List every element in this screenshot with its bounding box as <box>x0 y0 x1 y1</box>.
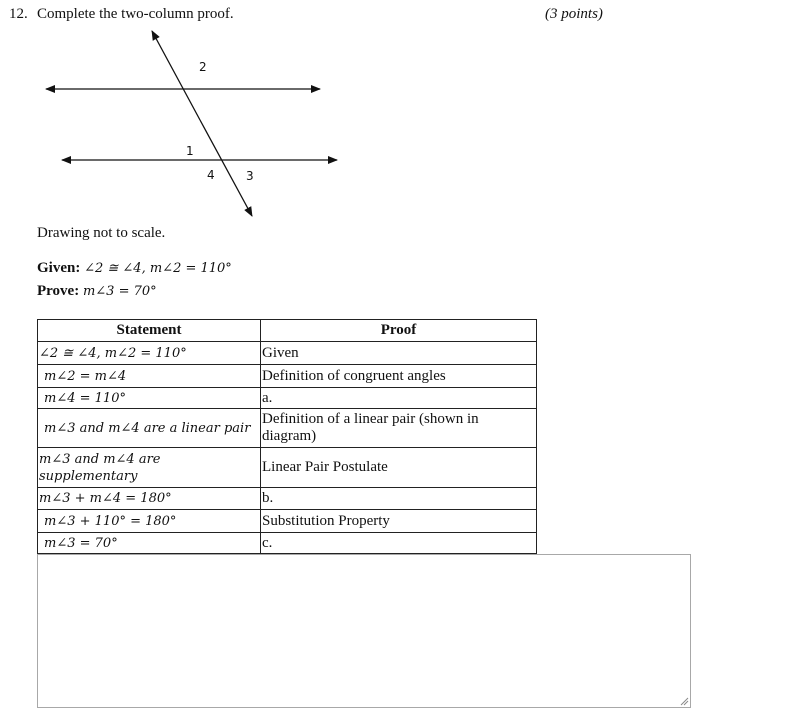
angle-label-1: 1 <box>186 144 194 158</box>
statement-cell: m∠3 + m∠4 = 180° <box>39 491 172 506</box>
reason-cell: Given <box>261 342 537 365</box>
resize-grip-icon[interactable] <box>680 697 689 706</box>
statement-cell: m∠2 = m∠4 <box>44 368 127 384</box>
table-row <box>38 365 537 388</box>
table-row <box>38 342 537 365</box>
reason-cell: b. <box>261 488 537 510</box>
statement-cell: m∠3 + 110° = 180° <box>44 513 177 529</box>
statement-header: Statement <box>38 320 261 342</box>
reason-cell: Substitution Property <box>261 510 537 533</box>
statement-cell: ∠2 ≅ ∠4, m∠2 = 110° <box>39 345 187 361</box>
question-number: 12. <box>9 6 28 22</box>
table-row <box>38 448 537 488</box>
table-row <box>38 409 537 448</box>
statement-cell: m∠4 = 110° <box>44 390 126 406</box>
reason-cell: c. <box>261 533 537 554</box>
question-prompt: Complete the two-column proof. <box>37 6 234 22</box>
prove-label: Prove: <box>37 283 80 299</box>
proof-header: Proof <box>261 320 537 342</box>
reason-cell: Linear Pair Postulate <box>261 448 537 488</box>
reason-cell: Definition of congruent angles <box>261 365 537 388</box>
angle-label-2: 2 <box>199 60 207 74</box>
given-label: Given: <box>37 260 81 276</box>
statement-cell: m∠3 and m∠4 are a linear pair <box>44 420 251 436</box>
statement-cell: m∠3 = 70° <box>44 535 118 551</box>
answer-textarea[interactable] <box>37 554 691 708</box>
given-line <box>37 260 232 277</box>
parallel-lines-diagram <box>0 0 400 225</box>
given-text: ∠2 ≅ ∠4, m∠2 = 110° <box>84 261 232 276</box>
reason-cell: a. <box>261 388 537 409</box>
table-row <box>38 533 537 554</box>
reason-cell: Definition of a linear pair (shown in diagram) <box>261 409 537 448</box>
diagram-note: Drawing not to scale. <box>37 225 166 241</box>
table-row <box>38 488 537 510</box>
prove-line <box>37 283 157 300</box>
statement-cell: m∠3 and m∠4 are supplementary <box>39 451 161 484</box>
question-points: (3 points) <box>545 6 603 22</box>
proof-table <box>37 319 537 554</box>
table-row <box>38 510 537 533</box>
table-row <box>38 388 537 409</box>
prove-text: m∠3 = 70° <box>82 284 157 299</box>
angle-label-3: 3 <box>246 169 254 183</box>
angle-label-4: 4 <box>207 168 215 182</box>
header-row <box>38 320 537 342</box>
transversal-up <box>152 31 200 120</box>
